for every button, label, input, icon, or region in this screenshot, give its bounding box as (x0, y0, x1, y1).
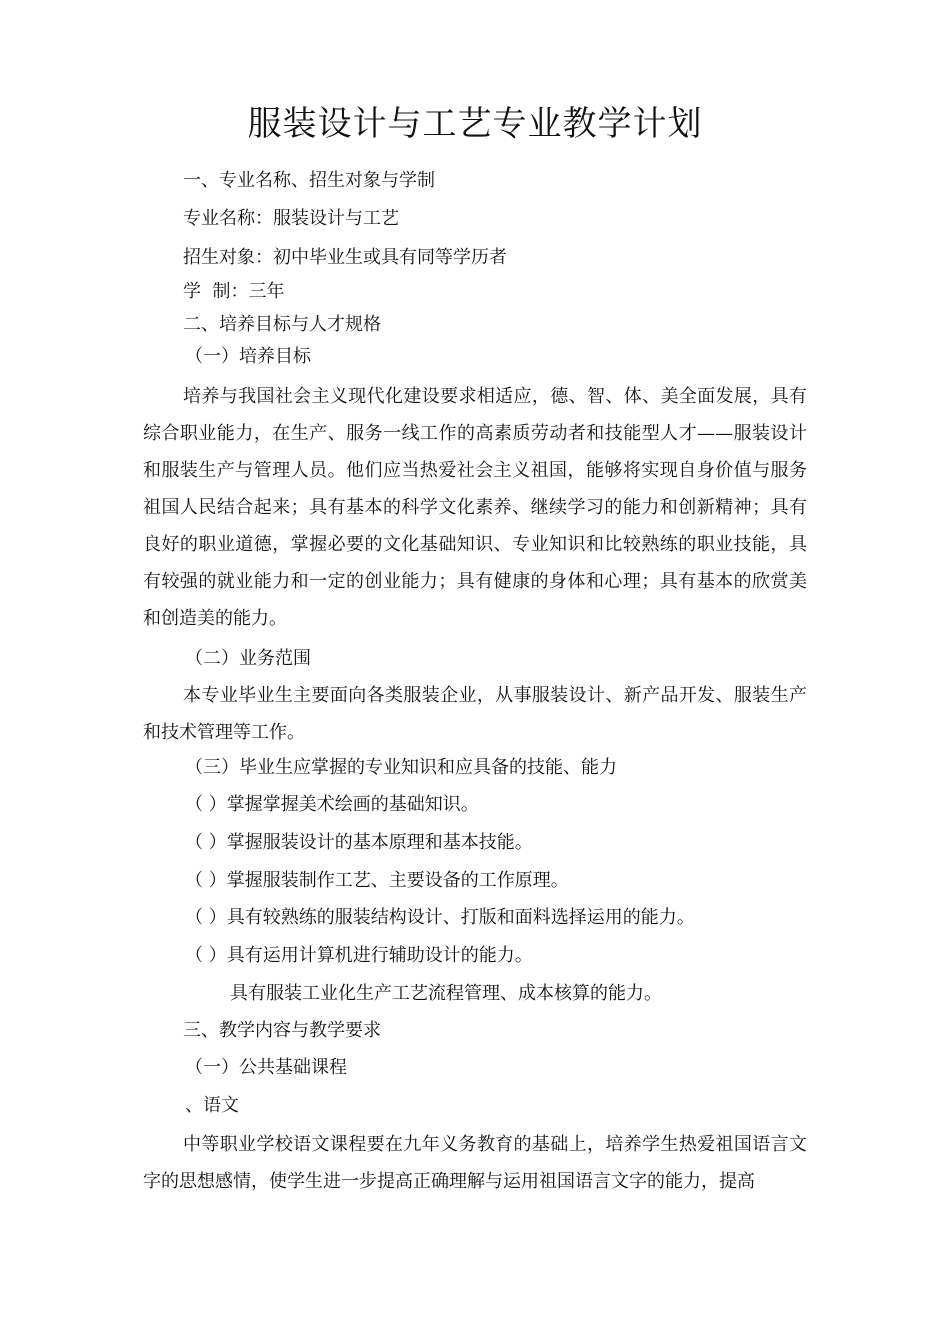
skill-item: （ ）具有运用计算机进行辅助设计的能力。 (185, 945, 533, 966)
skill-item: （ ）掌握服装设计的基本原理和基本技能。 (185, 832, 533, 853)
skill-item: （ ）具有较熟练的服装结构设计、打版和面料选择运用的能力。 (185, 907, 695, 928)
major-name-line: 专业名称：服装设计与工艺 (183, 208, 399, 229)
subheading-public-courses: （一）公共基础课程 (185, 1057, 347, 1078)
chinese-paragraph: 中等职业学校语文课程要在九年义务教育的基础上，培养学生热爱祖国语言文字的思想感情，使学生进一步提高正确理解与运用祖国语言文字的能力，提高 (143, 1134, 807, 1192)
goal-paragraph: 培养与我国社会主义现代化建设要求相适应，德、智、体、美全面发展，具有综合职业能力，在生产、服务一线工作的高素质劳动者和技能型人才——服装设计和服装生产与管理人员。他们应当热爱社会主义祖国，能够将实现自身价值与服务祖国人民结合起来；具有基本的科学文化素养、继续学习的能力和创新精神；具有良好的职业道德，掌握必要的文化基础知识、专业知识和比较熟练的职业技能，具有较强的就业能力和一定的创业能力；具有健康的身体和心理；具有基本的欣赏美和创造美的能力。 (143, 386, 807, 629)
section-heading-major: 一、专业名称、招生对象与学制 (183, 170, 435, 191)
duration-line: 学 制：三年 (183, 281, 285, 302)
section-heading-goals: 二、培养目标与人才规格 (183, 314, 381, 335)
document-title: 服装设计与工艺专业教学计划 (247, 104, 703, 144)
subheading-skills: （三）毕业生应掌握的专业知识和应具备的技能、能力 (185, 757, 617, 778)
subheading-training-goal: （一）培养目标 (185, 346, 311, 367)
section-heading-teaching: 三、教学内容与教学要求 (183, 1020, 381, 1041)
scope-paragraph: 本专业毕业生主要面向各类服装企业，从事服装设计、新产品开发、服装生产和技术管理等工作。 (143, 685, 807, 743)
skill-item: （ ）掌握掌握美术绘画的基础知识。 (185, 794, 479, 815)
course-chinese-heading: 、语文 (185, 1095, 239, 1116)
skill-item: （ ）掌握服装制作工艺、主要设备的工作原理。 (185, 870, 569, 891)
subheading-business-scope: （二）业务范围 (185, 648, 311, 669)
skill-item-last: 具有服装工业化生产工艺流程管理、成本核算的能力。 (230, 983, 662, 1004)
enrollment-target-line: 招生对象：初中毕业生或具有同等学历者 (183, 247, 507, 268)
